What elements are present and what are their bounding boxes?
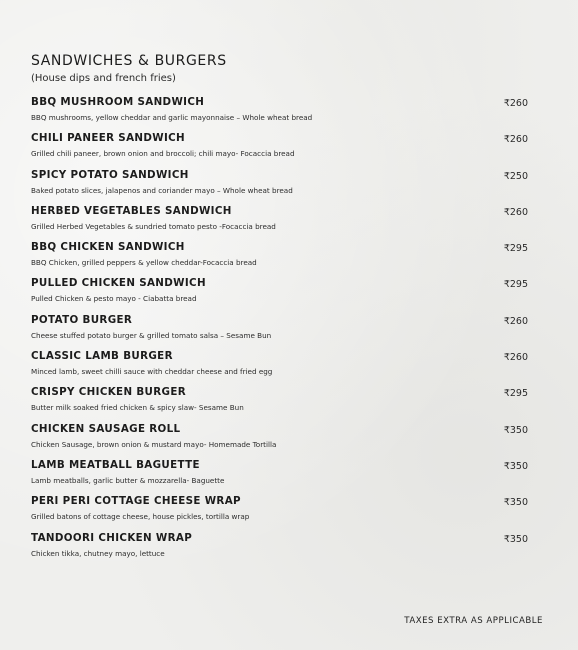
item-name: POTATO BURGER (31, 313, 133, 326)
item-description: Pulled Chicken & pesto mayo - Ciabatta bread (31, 294, 197, 304)
menu-item (31, 314, 531, 350)
item-price: ₹350 (503, 533, 528, 545)
item-name: CHILI PANEER SANDWICH (31, 132, 186, 145)
menu-item (31, 205, 531, 241)
item-price: ₹350 (503, 460, 528, 472)
menu-item (31, 132, 531, 168)
menu-item (31, 169, 531, 205)
menu-item (31, 241, 531, 277)
taxes-note: TAXES EXTRA AS APPLICABLE (404, 616, 543, 626)
menu-item (31, 96, 531, 132)
item-price: ₹295 (503, 388, 528, 400)
item-price: ₹295 (503, 279, 528, 291)
menu-item (31, 277, 531, 313)
section-title: SANDWICHES & BURGERS (31, 53, 227, 69)
item-price: ₹260 (503, 98, 528, 109)
item-description: Grilled batons of cottage cheese, house pickles, tortilla wrap (31, 512, 250, 522)
item-price: ₹295 (503, 243, 528, 255)
item-description: Butter milk soaked fried chicken & spicy slaw- Sesame Bun (31, 403, 244, 413)
item-description: Cheese stuffed potato burger & grilled tomato salsa – Sesame Bun (31, 330, 272, 340)
item-description: Grilled chili paneer, brown onion and broccoli; chili mayo- Focaccia bread (31, 149, 295, 159)
menu-item (31, 386, 531, 422)
item-price: ₹260 (503, 315, 528, 327)
item-name: BBQ CHICKEN SANDWICH (31, 241, 185, 254)
menu-item-list (31, 96, 531, 568)
item-description: Chicken Sausage, brown onion & mustard mayo- Homemade Tortilla (31, 439, 277, 449)
item-name: PULLED CHICKEN SANDWICH (31, 277, 206, 290)
item-description: Lamb meatballs, garlic butter & mozzarella- Baguette (31, 475, 225, 485)
menu-item (31, 459, 531, 495)
item-name: BBQ MUSHROOM SANDWICH (31, 96, 205, 108)
item-price: ₹260 (503, 352, 528, 364)
item-name: TANDOORI CHICKEN WRAP (31, 531, 193, 544)
item-name: CRISPY CHICKEN BURGER (31, 386, 187, 399)
menu-item (31, 423, 531, 459)
menu-item (31, 495, 531, 531)
item-name: CLASSIC LAMB BURGER (31, 350, 173, 363)
item-description: Chicken tikka, chutney mayo, lettuce (31, 548, 165, 558)
item-description: BBQ mushrooms, yellow cheddar and garlic mayonnaise – Whole wheat bread (31, 113, 313, 122)
menu-item (31, 350, 531, 386)
menu-item (31, 532, 531, 568)
item-price: ₹250 (503, 170, 528, 182)
item-price: ₹260 (503, 134, 528, 146)
item-price: ₹260 (503, 206, 528, 218)
item-description: Baked potato slices, jalapenos and coriander mayo – Whole wheat bread (31, 185, 293, 195)
item-description: BBQ Chicken, grilled peppers & yellow cheddar-Focaccia bread (31, 258, 257, 268)
item-name: SPICY POTATO SANDWICH (31, 168, 189, 181)
section-subtitle: (House dips and french fries) (31, 73, 176, 84)
item-description: Minced lamb, sweet chilli sauce with cheddar cheese and fried egg (31, 367, 273, 377)
item-name: HERBED VEGETABLES SANDWICH (31, 204, 232, 217)
item-price: ₹350 (503, 497, 528, 509)
item-name: LAMB MEATBALL BAGUETTE (31, 458, 200, 471)
item-name: CHICKEN SAUSAGE ROLL (31, 422, 181, 435)
item-name: PERI PERI COTTAGE CHEESE WRAP (31, 495, 241, 508)
item-description: Grilled Herbed Vegetables & sundried tomato pesto -Focaccia bread (31, 221, 276, 231)
item-price: ₹350 (503, 424, 528, 436)
